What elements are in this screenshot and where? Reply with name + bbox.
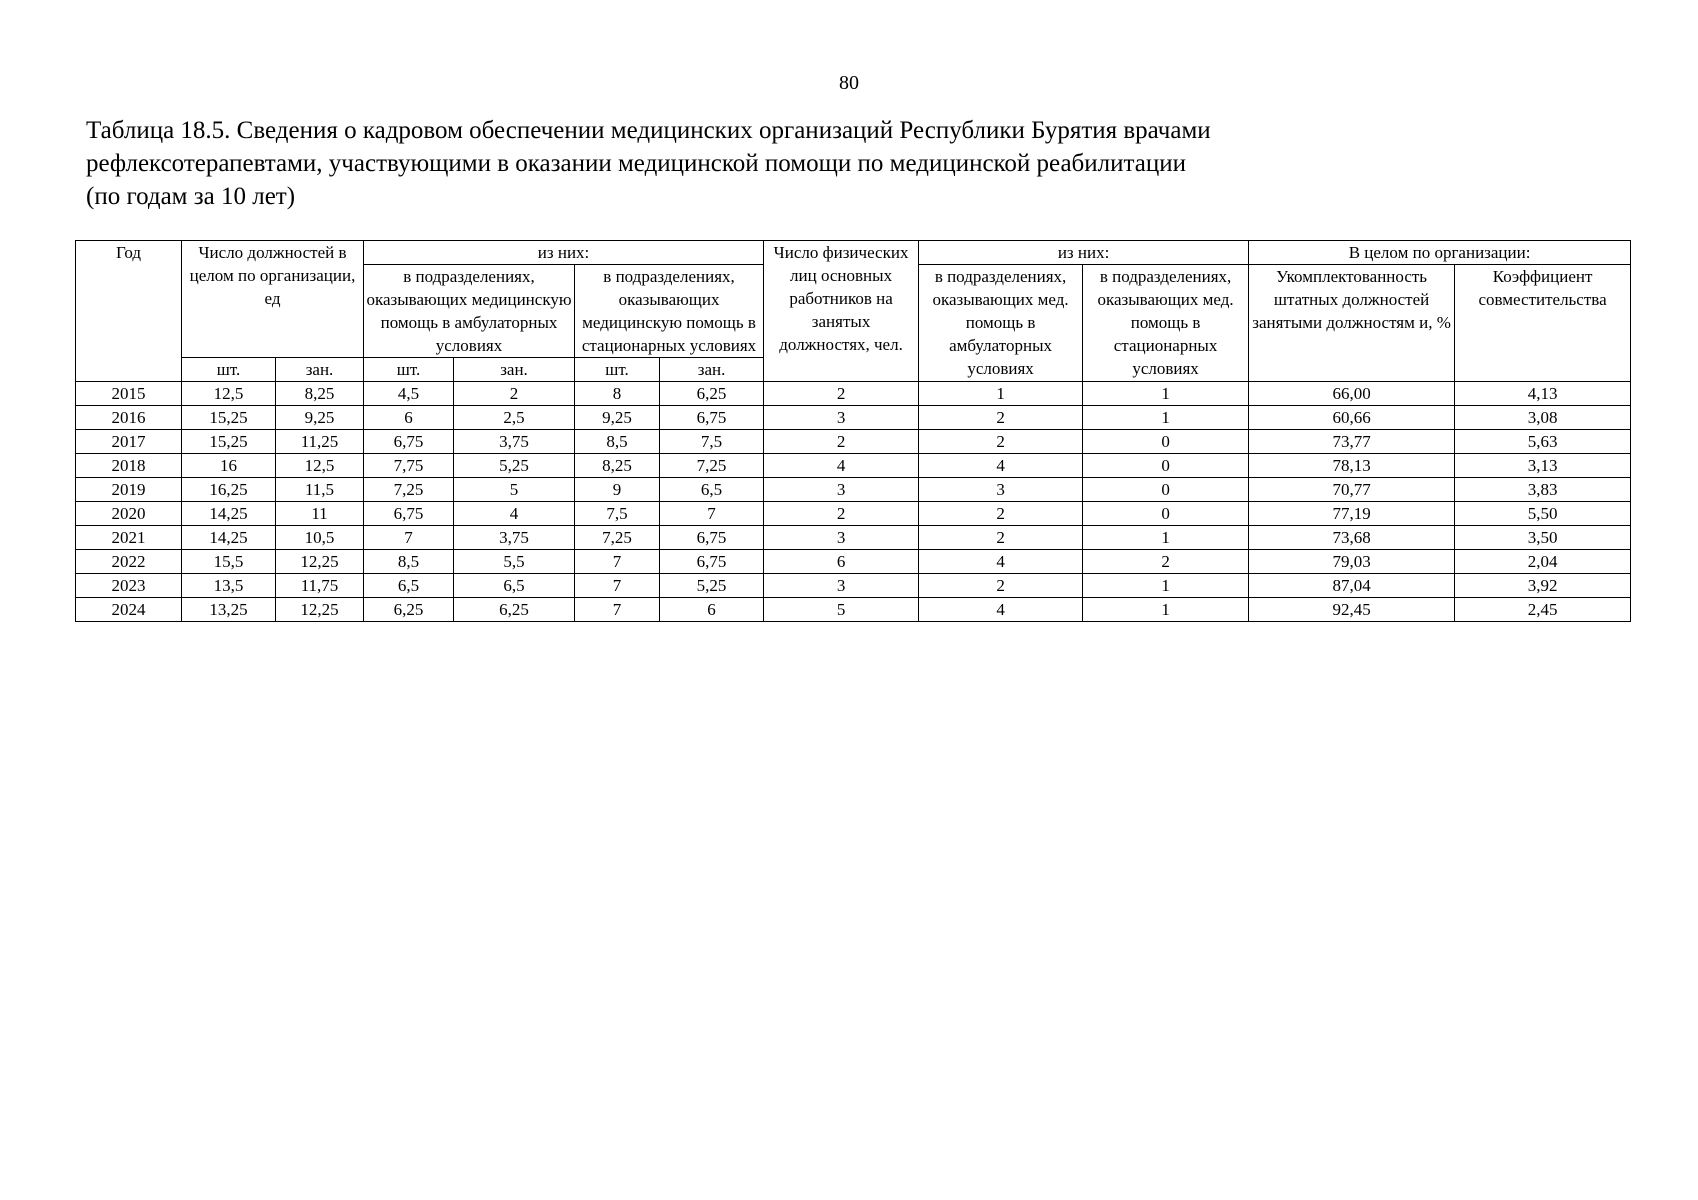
- table-cell: 14,25: [182, 526, 276, 550]
- table-row: [76, 502, 1631, 526]
- header-staffing-rate: Укомплектованность штатных должностей занятыми должностям и, %: [1249, 265, 1455, 382]
- table-cell: 2020: [76, 502, 182, 526]
- table-cell: 15,25: [182, 430, 276, 454]
- table-cell: 7,25: [660, 454, 764, 478]
- table-cell: 1: [1083, 526, 1249, 550]
- table-cell: 5,25: [660, 574, 764, 598]
- header-year: Год: [76, 241, 182, 382]
- table-cell: 87,04: [1249, 574, 1455, 598]
- table-row: [76, 526, 1631, 550]
- table-cell: 7,25: [575, 526, 660, 550]
- table-cell: 2: [1083, 550, 1249, 574]
- table-cell: 3,50: [1455, 526, 1631, 550]
- table-cell: 11,75: [276, 574, 364, 598]
- table-cell: 2: [919, 526, 1083, 550]
- table-cell: 3,08: [1455, 406, 1631, 430]
- table-cell: 6: [364, 406, 454, 430]
- table-cell: 0: [1083, 478, 1249, 502]
- table-cell: 3: [764, 574, 919, 598]
- table-cell: 6,25: [364, 598, 454, 622]
- table-cell: 3: [764, 406, 919, 430]
- table-cell: 3,92: [1455, 574, 1631, 598]
- table-row: [76, 430, 1631, 454]
- header-of-them-persons: из них:: [919, 241, 1249, 265]
- table-cell: 4: [764, 454, 919, 478]
- table-cell: 4: [919, 550, 1083, 574]
- table-cell: 2017: [76, 430, 182, 454]
- table-cell: 4: [919, 454, 1083, 478]
- table-cell: 7: [575, 598, 660, 622]
- table-cell: 6,75: [660, 550, 764, 574]
- table-cell: 7: [364, 526, 454, 550]
- header-sht: шт.: [575, 358, 660, 382]
- table-cell: 3,83: [1455, 478, 1631, 502]
- table-cell: 2: [764, 430, 919, 454]
- table-cell: 1: [1083, 406, 1249, 430]
- table-cell: 6: [660, 598, 764, 622]
- table-cell: 7,75: [364, 454, 454, 478]
- table-cell: 6,25: [454, 598, 575, 622]
- table-cell: 1: [919, 382, 1083, 406]
- header-combination-coef: Коэффициент совместительства: [1455, 265, 1631, 382]
- table-cell: 2021: [76, 526, 182, 550]
- table-row: [76, 598, 1631, 622]
- table-cell: 5,63: [1455, 430, 1631, 454]
- caption-line: Таблица 18.5. Сведения о кадровом обеспечении медицинских организаций Республики Бурятия врачами: [86, 117, 1211, 144]
- table-cell: 5,50: [1455, 502, 1631, 526]
- table-cell: 70,77: [1249, 478, 1455, 502]
- table-cell: 1: [1083, 382, 1249, 406]
- table-cell: 13,5: [182, 574, 276, 598]
- table-cell: 3: [764, 526, 919, 550]
- table-cell: 5: [764, 598, 919, 622]
- table-cell: 7,5: [575, 502, 660, 526]
- table-cell: 79,03: [1249, 550, 1455, 574]
- table-cell: 9,25: [575, 406, 660, 430]
- table-row: [76, 454, 1631, 478]
- table-cell: 3,75: [454, 526, 575, 550]
- table-cell: 6,25: [660, 382, 764, 406]
- table-cell: 11,5: [276, 478, 364, 502]
- header-of-them-positions: из них:: [364, 241, 764, 265]
- table-cell: 4: [919, 598, 1083, 622]
- header-sht: шт.: [182, 358, 276, 382]
- table-cell: 6,5: [454, 574, 575, 598]
- table-cell: 6,5: [364, 574, 454, 598]
- table-cell: 15,25: [182, 406, 276, 430]
- table-cell: 7: [575, 550, 660, 574]
- table-cell: 73,68: [1249, 526, 1455, 550]
- table-cell: 73,77: [1249, 430, 1455, 454]
- table-cell: 3,13: [1455, 454, 1631, 478]
- table-cell: 3: [764, 478, 919, 502]
- table-cell: 2022: [76, 550, 182, 574]
- table-cell: 11,25: [276, 430, 364, 454]
- table-cell: 4,5: [364, 382, 454, 406]
- table-cell: 0: [1083, 454, 1249, 478]
- table-cell: 8,25: [276, 382, 364, 406]
- table-cell: 1: [1083, 574, 1249, 598]
- table-cell: 10,5: [276, 526, 364, 550]
- header-zan: зан.: [660, 358, 764, 382]
- table-cell: 4: [454, 502, 575, 526]
- header-sht: шт.: [364, 358, 454, 382]
- table-cell: 2015: [76, 382, 182, 406]
- table-cell: 2019: [76, 478, 182, 502]
- table-cell: 11: [276, 502, 364, 526]
- table-cell: 60,66: [1249, 406, 1455, 430]
- table-cell: 12,25: [276, 550, 364, 574]
- table-cell: 6,75: [364, 502, 454, 526]
- table-cell: 2016: [76, 406, 182, 430]
- table-cell: 8: [575, 382, 660, 406]
- table-cell: 2,04: [1455, 550, 1631, 574]
- table-cell: 9,25: [276, 406, 364, 430]
- header-inpatient-persons: в подразделениях, оказывающих мед. помощь в стационарных условиях: [1083, 265, 1249, 382]
- table-cell: 2: [454, 382, 575, 406]
- header-inpatient-positions: в подразделениях, оказывающих медицинскую помощь в стационарных условиях: [575, 265, 764, 358]
- table-cell: 2: [919, 406, 1083, 430]
- table-cell: 7: [660, 502, 764, 526]
- table-cell: 1: [1083, 598, 1249, 622]
- table-cell: 9: [575, 478, 660, 502]
- table-cell: 6: [764, 550, 919, 574]
- table-cell: 8,5: [575, 430, 660, 454]
- table-row: [76, 574, 1631, 598]
- table-cell: 6,75: [660, 406, 764, 430]
- table-cell: 5,25: [454, 454, 575, 478]
- table-cell: 78,13: [1249, 454, 1455, 478]
- table-cell: 2018: [76, 454, 182, 478]
- table-cell: 5: [454, 478, 575, 502]
- header-ambulatory-persons: в подразделениях, оказывающих мед. помощь в амбулаторных условиях: [919, 265, 1083, 382]
- table-cell: 2024: [76, 598, 182, 622]
- table-cell: 8,5: [364, 550, 454, 574]
- table-cell: 2: [919, 502, 1083, 526]
- header-physical-persons: Число физических лиц основных работников на занятых должностях, чел.: [764, 241, 919, 382]
- table-cell: 2023: [76, 574, 182, 598]
- caption-line: рефлексотерапевтами, участвующими в оказании медицинской помощи по медицинской реабилитации: [86, 150, 1186, 177]
- table-cell: 2,45: [1455, 598, 1631, 622]
- table-cell: 5,5: [454, 550, 575, 574]
- table-row: [76, 550, 1631, 574]
- table-cell: 6,5: [660, 478, 764, 502]
- table-cell: 0: [1083, 502, 1249, 526]
- header-ambulatory-positions: в подразделениях, оказывающих медицинскую помощь в амбулаторных условиях: [364, 265, 575, 358]
- table-cell: 12,25: [276, 598, 364, 622]
- header-overall: В целом по организации:: [1249, 241, 1631, 265]
- table-cell: 4,13: [1455, 382, 1631, 406]
- table-cell: 16: [182, 454, 276, 478]
- table-cell: 6,75: [660, 526, 764, 550]
- staffing-table: [75, 240, 1631, 622]
- caption-line: (по годам за 10 лет): [86, 183, 296, 210]
- table-cell: 7: [575, 574, 660, 598]
- table-cell: 7,25: [364, 478, 454, 502]
- table-cell: 6,75: [364, 430, 454, 454]
- header-zan: зан.: [276, 358, 364, 382]
- table-caption: [86, 114, 1626, 213]
- table-cell: 3,75: [454, 430, 575, 454]
- table-cell: 2,5: [454, 406, 575, 430]
- table-cell: 92,45: [1249, 598, 1455, 622]
- table-cell: 2: [919, 430, 1083, 454]
- page-number: 80: [839, 72, 859, 94]
- header-positions-total: Число должностей в целом по организации, ед: [182, 241, 364, 358]
- table-cell: 2: [764, 382, 919, 406]
- table-cell: 12,5: [182, 382, 276, 406]
- table-cell: 66,00: [1249, 382, 1455, 406]
- table-cell: 14,25: [182, 502, 276, 526]
- table-cell: 13,25: [182, 598, 276, 622]
- table-row: [76, 382, 1631, 406]
- table-cell: 0: [1083, 430, 1249, 454]
- table-row: [76, 478, 1631, 502]
- table-cell: 2: [764, 502, 919, 526]
- table-cell: 16,25: [182, 478, 276, 502]
- table-cell: 2: [919, 574, 1083, 598]
- table-cell: 8,25: [575, 454, 660, 478]
- table-cell: 15,5: [182, 550, 276, 574]
- table-row: [76, 406, 1631, 430]
- table-cell: 3: [919, 478, 1083, 502]
- table-body: [76, 382, 1631, 622]
- table-cell: 77,19: [1249, 502, 1455, 526]
- table-cell: 12,5: [276, 454, 364, 478]
- table-cell: 7,5: [660, 430, 764, 454]
- header-zan: зан.: [454, 358, 575, 382]
